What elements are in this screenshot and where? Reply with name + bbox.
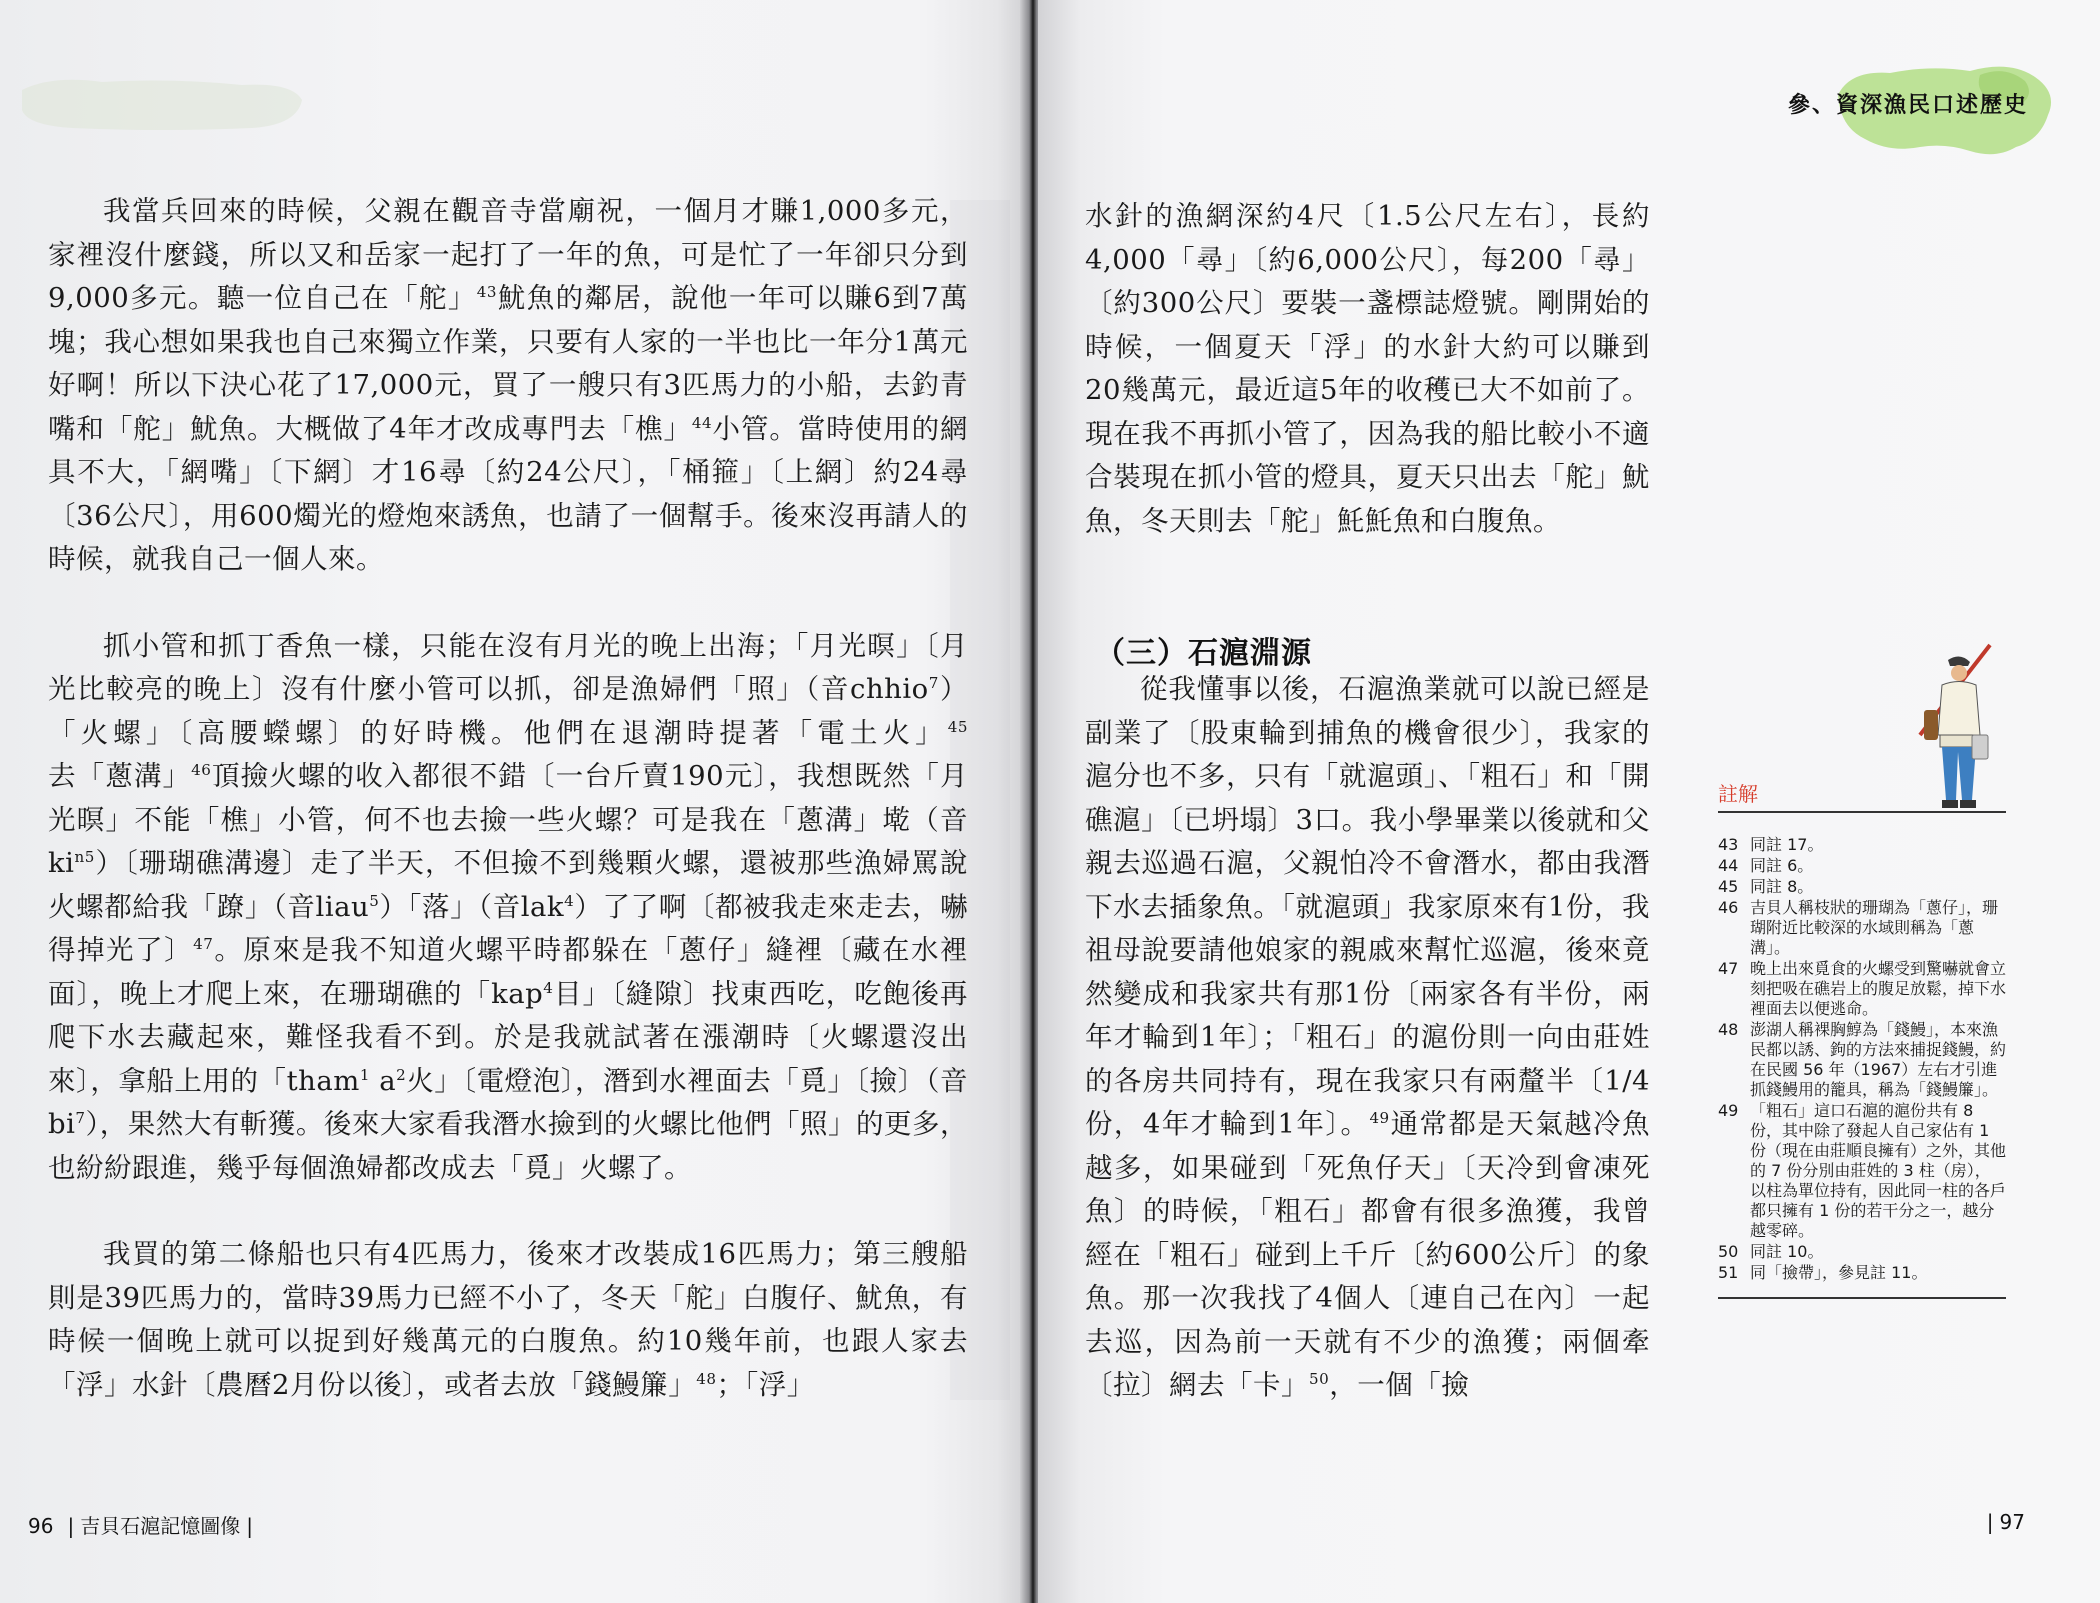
footnote-item (1718, 877, 2006, 897)
left-footer (28, 1510, 259, 1539)
footnote-ref: 4 (564, 891, 575, 910)
footnote-text: 晚上出來覓食的火螺受到驚嚇就會立刻把吸在礁岩上的腹足放鬆，掉下水裡面去以便逃命。 (1750, 959, 2007, 1018)
footnote-text: 同註 6。 (1750, 856, 1814, 875)
footnote-item (1718, 1242, 2006, 1262)
footnote-item (1718, 1263, 2006, 1283)
footnote-text: 「粗石」這口石滬的滬份共有 8 份，其中除了發起人自己家佔有 1 份（現在由莊順良擁有）之外，其他的 7 份分別由莊姓的 3 柱（房），以柱為單位持有，因此同一柱的各戶都只擁有 1 份的若干分之一，越分越零碎。 (1750, 1101, 2007, 1240)
right-page-number: 97 (1999, 1510, 2025, 1534)
footnote-ref: 5 (369, 891, 380, 910)
text-run: 抓小管和抓丁香魚一樣，只能在沒有月光的晚上出海；「月光暝」〔月光比較亮的晚上〕沒有什麼小管可以抓，卻是漁婦們「照」（音chhio (48, 629, 968, 705)
footnote-item (1718, 1101, 2006, 1241)
footnote-number: 44 (1718, 856, 1739, 875)
footnotes-list (1718, 835, 2006, 1283)
footnote-ref: 46 (191, 760, 212, 779)
footnote-number: 49 (1718, 1101, 1739, 1120)
footnote-ref: 49 (1369, 1108, 1390, 1127)
text-run: 頂撿火螺的收入都很不錯〔一台斤賣190元〕，我想既然「月光暝」不能「樵」小管，何不也去撿一些火螺？可是我在「蔥溝」墘（音ki (48, 760, 968, 879)
footnote-ref: 4 (543, 978, 554, 997)
footnote-number: 50 (1718, 1242, 1739, 1261)
body-paragraph (48, 625, 968, 1191)
text-run: ）〔珊瑚礁溝邊〕走了半天，不但撿不到幾顆火螺，還被那些漁婦罵說火螺都給我「蹽」（音liau (48, 847, 968, 923)
text-run: 。原來是我不知道火螺平時都躲在「蔥仔」縫裡〔藏在水裡面〕，晚上才爬上來，在珊瑚礁的「kap (48, 934, 968, 1010)
footnote-item (1718, 898, 2006, 958)
footnote-text: 同「撿帶」，參見註 11。 (1750, 1263, 1928, 1282)
text-run: ），果然大有斬獲。後來大家看我潛水撿到的火螺比他們「照」的更多，也紛紛跟進，幾乎每個漁婦都改成去「覓」火螺了。 (48, 1108, 968, 1184)
footnote-ref: 44 (691, 413, 713, 432)
footnote-number: 51 (1718, 1263, 1739, 1282)
footnote-number: 46 (1718, 898, 1739, 917)
footnote-number: 45 (1718, 877, 1739, 896)
text-run: 去「蔥溝」 (48, 760, 192, 792)
footnote-ref: 1 (359, 1065, 370, 1084)
text-run: ）了了啊〔都被我走來走去，嚇得掉光了〕 (48, 890, 968, 966)
text-run: 水針的漁網深約4尺〔1.5公尺左右〕，長約4,000「尋」〔約6,000公尺〕，每200「尋」〔約300公尺〕要裝一盞標誌燈號。剛開始的時候，一個夏天「浮」的水針大約可以賺到20幾萬元，最近這5年的收穫已大不如前了。現在我不再抓小管了，因為我的船比較小不適合裝現在抓小管的燈具，夏天只出去「舵」魷魚，冬天則去「舵」魠魠魚和白腹魚。 (1085, 200, 1650, 537)
body-paragraph (48, 190, 968, 582)
text-run: ，一個「撿 (1329, 1369, 1470, 1401)
footnote-ref: 2 (396, 1065, 407, 1084)
right-body-text-top (1085, 195, 1650, 543)
footnote-item (1718, 959, 2006, 1019)
text-run: ）「火螺」〔高腰蠑螺〕的好時機。他們在退潮時提著「電土火」 (48, 673, 968, 749)
text-run: 魷魚的鄰居，說他一年可以賺6到7萬塊；我心想如果我也自己來獨立作業，只要有人家的一半也比一年分1萬元好啊！所以下決心花了17,000元，買了一艘只有3匹馬力的小船，去釣青嘴和「舵」魷魚。大概做了4年才改成專門去「樵」 (48, 282, 968, 445)
footnote-ref: 48 (696, 1369, 717, 1388)
body-paragraph (48, 1233, 968, 1407)
footnote-ref: 47 (193, 934, 214, 953)
footer-separator-right: | (1986, 1510, 1994, 1534)
footnote-ref: 50 (1309, 1369, 1330, 1388)
right-footer (1987, 1510, 2025, 1534)
footnote-ref: 7 (75, 1108, 86, 1127)
book-title: 吉貝石滬記憶圖像 (80, 1514, 241, 1538)
section-heading: （三）石滬淵源 (1095, 636, 1312, 671)
text-run: 火」〔電燈泡〕，潛到水裡面去「覓」〔撿〕（音bi (48, 1064, 969, 1140)
footnote-ref: n5 (74, 847, 95, 866)
footnote-number: 43 (1718, 835, 1739, 854)
footnote-ref: 45 (947, 717, 968, 736)
footnote-text: 同註 8。 (1750, 877, 1814, 896)
body-paragraph-continued (1085, 195, 1650, 543)
text-run: a (369, 1064, 397, 1097)
text-run: ；「浮」 (716, 1368, 815, 1401)
left-page-number: 96 (28, 1514, 54, 1538)
footnotes-end-rule (1718, 1297, 2006, 1299)
text-run: 從我懂事以後，石滬漁業就可以說已經是副業了〔股東輪到捕魚的機會很少〕，我家的滬分也不多，只有「就滬頭」、「粗石」和「開礁滬」〔已坍塌〕3口。我小學畢業以後就和父親去巡過石滬，父親怕冷不會潛水，都由我潛下水去插象魚。「就滬頭」我家原來有1份，我祖母說要請他娘家的親戚來幫忙巡滬，後來竟然變成和我家共有那1份〔兩家各有半份，兩年才輪到1年〕；「粗石」的滬份則一向由莊姓的各房共同持有，現在我家只有兩釐半〔1/4份，4年才輪到1年〕。 (1085, 673, 1650, 1140)
footnote-text: 吉貝人稱枝狀的珊瑚為「蔥仔」，珊瑚附近比較深的水域則稱為「蔥溝」。 (1750, 898, 1999, 957)
text-run: ）「落」（音lak (379, 890, 565, 923)
footnote-text: 同註 10。 (1750, 1242, 1824, 1261)
text-run: 目」〔縫隙〕找東西吃，吃飽後再爬下水去藏起來，難怪我看不到。於是我就試著在漲潮時〔火螺還沒出來〕，拿船上用的「tham (48, 977, 968, 1097)
footnote-text: 澎湖人稱裸胸鯙為「錢鰻」，本來漁民都以誘、鉤的方法來捕捉錢鰻，約在民國 56 年（1967）左右才引進抓錢鰻用的籠具，稱為「錢鰻簾」。 (1750, 1020, 2007, 1099)
footnote-item (1718, 856, 2006, 876)
text-run: 通常都是天氣越冷魚越多，如果碰到「死魚仔天」〔天冷到會凍死魚〕的時候，「粗石」都會有很多漁獲，我曾經在「粗石」碰到上千斤〔約600公斤〕的象魚。那一次我找了4個人〔連自己在內〕一起去巡，因為前一天就有不少的漁獲；兩個牽〔拉〕網去「卡」 (1085, 1108, 1651, 1401)
faded-header-mark-icon (12, 70, 312, 140)
footnote-item (1718, 835, 2006, 855)
right-body-text-section (1085, 668, 1650, 1408)
footnote-number: 47 (1718, 959, 1739, 978)
left-body-text (48, 190, 968, 1407)
left-page (0, 0, 1028, 1603)
footnotes-title: 註解 (1718, 778, 2006, 813)
footnote-ref: 43 (476, 282, 497, 301)
section-paragraph (1085, 668, 1650, 1408)
footnote-item (1718, 1020, 2006, 1100)
text-run: 小管。當時使用的網具不大，「網嘴」〔下網〕才16尋〔約24公尺〕，「桶箍」〔上網〕約24尋〔36公尺〕，用600燭光的燈炮來誘魚，也請了一個幫手。後來沒再請人的時候，就我自己一個人來。 (48, 412, 968, 575)
footnote-text: 同註 17。 (1750, 835, 1824, 854)
text-run: 我當兵回來的時候，父親在觀音寺當廟祝，一個月才賺1,000多元，家裡沒什麼錢，所以又和岳家一起打了一年的魚，可是忙了一年卻只分到9,000多元。聽一位自己在「舵」 (48, 195, 968, 314)
footer-separator: | (67, 1514, 75, 1538)
footer-separator-end: | (246, 1514, 253, 1538)
footnote-number: 48 (1718, 1020, 1739, 1039)
footnotes-panel (1718, 778, 2006, 1299)
text-run: 我買的第二條船也只有4匹馬力，後來才改裝成16匹馬力；第三艘船則是39匹馬力的，當時39馬力已經不小了，冬天「舵」白腹仔、魷魚，有時候一個晚上就可以捉到好幾萬元的白腹魚。約10幾年前，也跟人家去「浮」水針〔農曆2月份以後〕，或者去放「錢鰻簾」 (48, 1238, 968, 1401)
footnote-ref: 7 (928, 673, 939, 692)
running-head: 參、資深漁民口述歷史 (1787, 92, 2028, 118)
